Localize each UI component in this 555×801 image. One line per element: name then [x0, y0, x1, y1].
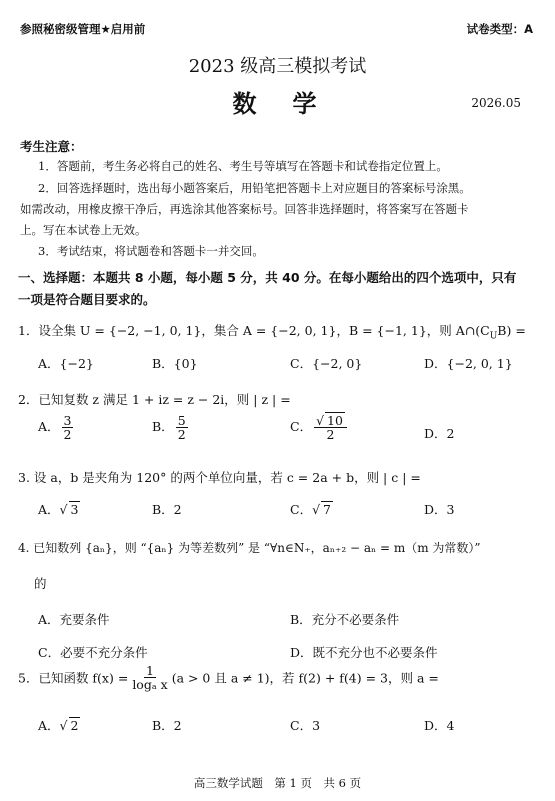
q1-option-c: C．{−2, 0}	[290, 356, 363, 371]
q1-option-a: A．{−2}	[38, 356, 94, 371]
q3-option-a: A．√ 3	[38, 502, 79, 517]
question-4-stem: 4. 已知数列 {aₙ}，则 “{aₙ} 为等差数列” 是 “∀n∈N₊，aₙ₊₂ − aₙ = m（m 为常数）”	[18, 541, 481, 555]
q5-option-d: D．4	[424, 718, 455, 733]
q4-option-c: C．必要不充分条件	[38, 645, 148, 660]
section-heading-line-2: 一项是符合题目要求的。	[18, 292, 156, 307]
paper-type-label: 试卷类型：A	[466, 22, 533, 36]
section-heading-line-1: 一、选择题：本题共 8 小题，每小题 5 分，共 40 分。在每小题给出的四个选项中，只有	[18, 270, 517, 285]
q2-option-b: B． $\frac{5}{2}$	[152, 413, 186, 443]
subject-title: 数 学	[232, 90, 323, 118]
q1-option-b: B．{0}	[152, 356, 198, 371]
q4-option-d: D．既不充分也不必要条件	[290, 645, 438, 660]
q2-option-a: A． $\frac{3}{2}$	[38, 413, 72, 443]
notice-title: 考生注意：	[20, 139, 83, 154]
question-1-stem: 1．设全集 U = {−2, −1, 0, 1}，集合 A = {−2, 0, 1}，B = {−1, 1}，则 $A\cap(C_UB)$ =	[18, 323, 526, 342]
exam-date: 2026.05	[471, 96, 521, 110]
notice-item-2-line-2: 如需改动，用橡皮擦干净后，再选涂其他答案标号。回答非选择题时，将答案写在答题卡	[20, 202, 469, 216]
question-5-stem: 5．已知函数 f(x) = $\frac{1}{\text{logₐ x}}$ (a > 0 且 a ≠ 1)，若 f(2) + f(4) = 3，则 a =	[18, 663, 439, 693]
q5-option-c: C．3	[290, 718, 321, 733]
q2-option-d: D．2	[424, 426, 455, 441]
q4-option-a: A．充要条件	[38, 612, 110, 627]
page-footer: 高三数学试题 第 1 页 共 6 页	[193, 776, 362, 790]
q4-option-b: B．充分不必要条件	[290, 612, 400, 627]
notice-item-3: 3．考试结束，将试题卷和答题卡一并交回。	[38, 244, 264, 258]
exam-title: 2023 级高三模拟考试	[188, 56, 367, 77]
question-2-stem: 2．已知复数 z 满足 1 + iz = z − 2i，则 | z | =	[18, 392, 291, 407]
q2-option-c: C． $\frac{√ 10}{2}$	[290, 414, 349, 441]
notice-item-2-line-1: 2．回答选择题时，选出每小题答案后，用铅笔把答题卡上对应题目的答案标号涂黑。	[38, 181, 471, 195]
q5-option-b: B．2	[152, 718, 182, 733]
q5-option-a: A．√ 2	[38, 718, 79, 733]
q3-option-d: D．3	[424, 502, 455, 517]
q3-option-b: B．2	[152, 502, 182, 517]
question-4-stem-continued: 的	[34, 576, 47, 591]
notice-item-1: 1．答题前，考生务必将自己的姓名、考生号等填写在答题卡和试卷指定位置上。	[38, 159, 448, 173]
notice-item-2-line-3: 上。写在本试卷上无效。	[20, 223, 147, 237]
question-3-stem: 3. 设 a，b 是夹角为 120° 的两个单位向量，若 c = 2a + b，则 | c | =	[18, 470, 421, 485]
confidential-label: 参照秘密级管理★启用前	[20, 22, 146, 36]
q1-option-d: D．{−2, 0, 1}	[424, 356, 513, 371]
q3-option-c: C．√ 7	[290, 502, 331, 517]
